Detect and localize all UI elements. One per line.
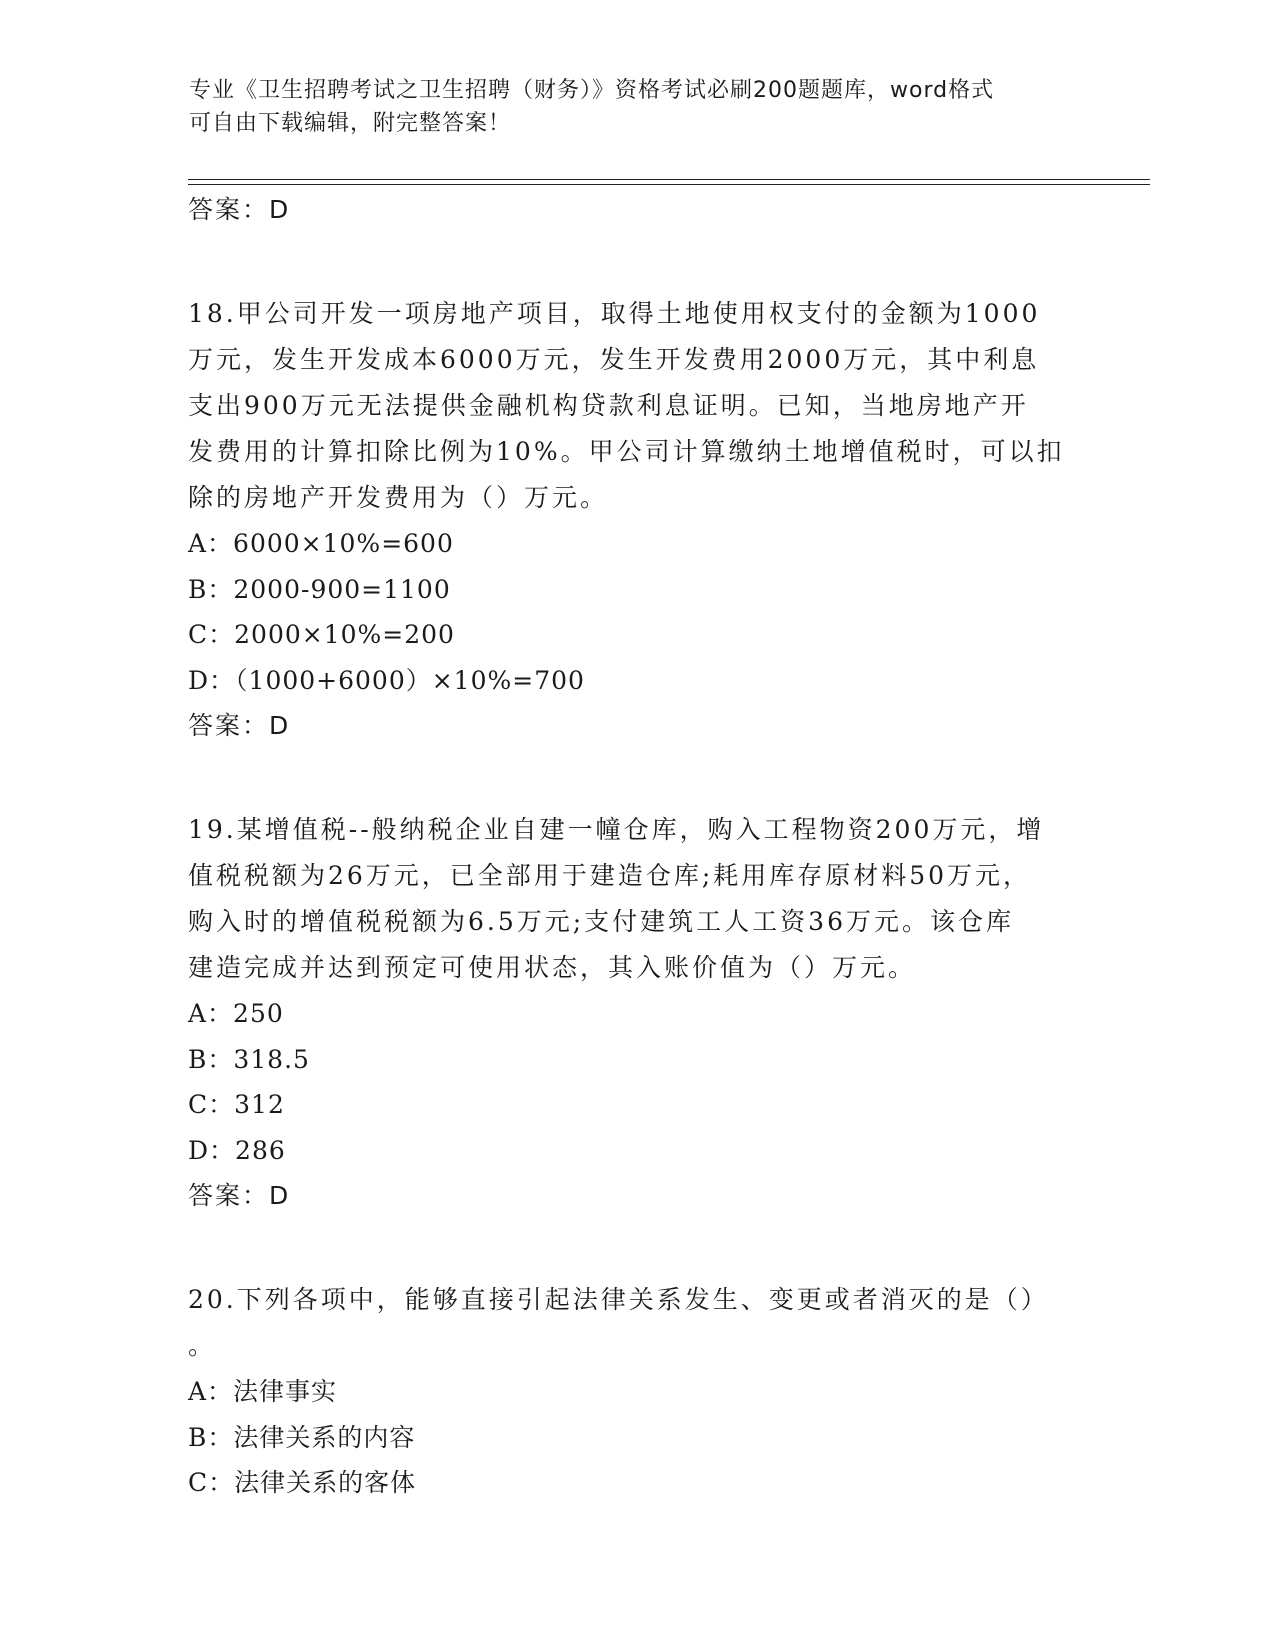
spacer (188, 749, 1088, 807)
question-18-line-1: 18.甲公司开发一项房地产项目，取得土地使用权支付的金额为1000 (188, 299, 1041, 328)
header-line-1: 专业《卫生招聘考试之卫生招聘（财务）》资格考试必刷200题题库，word格式 (189, 78, 995, 103)
question-18-line-5: 除的房地产开发费用为（）万元。 (188, 483, 609, 512)
header-line-2: 可自由下载编辑，附完整答案！ (189, 111, 512, 136)
question-20 (188, 1277, 1088, 1506)
document-header (189, 74, 1089, 140)
question-20-option-b: B：法律关系的内容 (188, 1422, 416, 1452)
question-18-answer: 答案：D (188, 711, 291, 740)
question-18 (188, 291, 1088, 749)
header-rule-top (188, 179, 1150, 180)
question-19-line-2: 值税税额为26万元，已全部用于建造仓库;耗用库存原材料50万元， (188, 861, 1032, 890)
spacer (188, 1219, 1088, 1277)
question-18-option-c: C：2000×10%=200 (188, 620, 455, 649)
question-18-option-b: B：2000-900=1100 (188, 574, 451, 604)
question-20-option-c: C：法律关系的客体 (188, 1468, 417, 1497)
question-18-line-4: 发费用的计算扣除比例为10%。甲公司计算缴纳土地增值税时，可以扣 (188, 437, 1065, 466)
question-19-option-a: A：250 (188, 999, 284, 1028)
spacer (188, 233, 1088, 291)
answer-17: 答案：D (188, 195, 291, 224)
question-20-line-1: 20.下列各项中，能够直接引起法律关系发生、变更或者消灭的是（） (188, 1285, 1049, 1314)
question-19 (188, 807, 1088, 1219)
question-19-line-1: 19.某增值税--般纳税企业自建一幢仓库，购入工程物资200万元，增 (188, 815, 1045, 844)
question-18-line-2: 万元，发生开发成本6000万元，发生开发费用2000万元，其中利息 (188, 345, 1040, 374)
question-18-line-3: 支出900万元无法提供金融机构贷款利息证明。已知，当地房地产开 (188, 391, 1029, 420)
question-19-line-4: 建造完成并达到预定可使用状态，其入账价值为（）万元。 (188, 953, 917, 982)
question-19-answer: 答案：D (188, 1181, 291, 1210)
question-19-option-c: C：312 (188, 1090, 285, 1119)
question-20-line-2: 。 (188, 1331, 217, 1360)
question-20-option-a: A：法律事实 (188, 1377, 338, 1406)
question-19-option-d: D：286 (188, 1135, 286, 1165)
question-18-option-d: D：（1000+6000）×10%=700 (188, 665, 585, 695)
header-rule-bottom (188, 184, 1150, 185)
question-19-option-b: B：318.5 (188, 1044, 310, 1074)
question-18-option-a: A：6000×10%=600 (188, 529, 454, 558)
question-19-line-3: 购入时的增值税税额为6.5万元;支付建筑工人工资36万元。该仓库 (188, 907, 1014, 936)
document-content (188, 187, 1088, 1506)
